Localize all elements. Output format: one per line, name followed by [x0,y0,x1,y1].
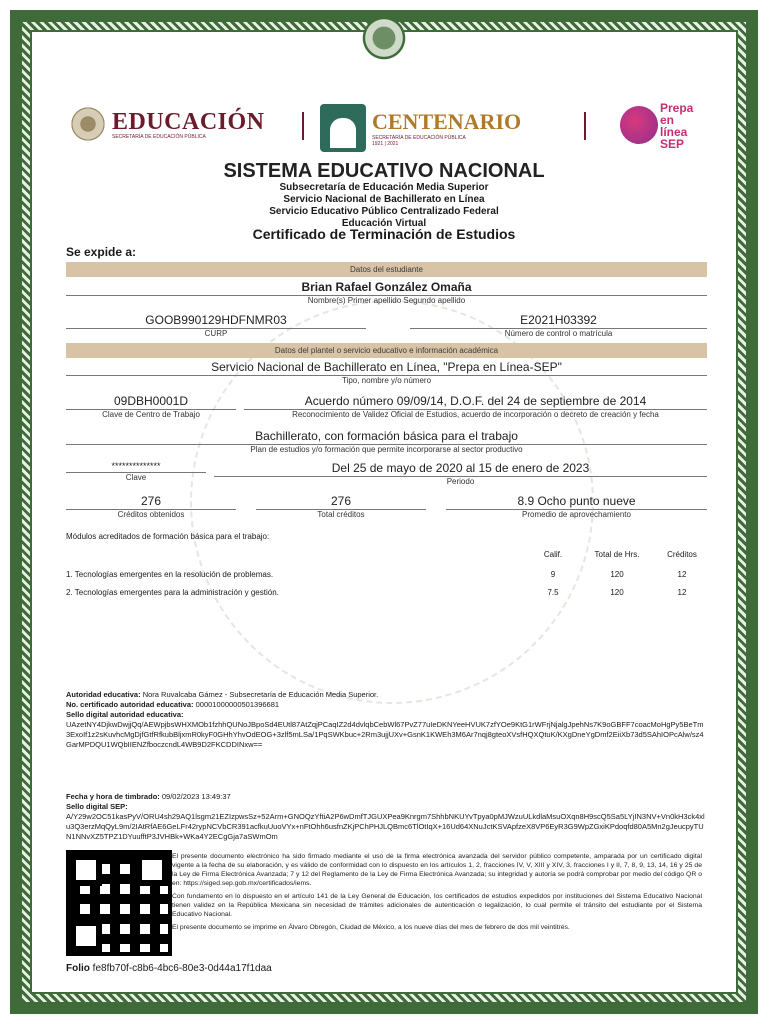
module-credits: 12 [677,570,687,579]
period-value: Del 25 de mayo de 2020 al 15 de enero de 2023 [331,461,590,475]
service-label: Tipo, nombre y/o número [341,376,432,385]
document-title: SISTEMA EDUCATIVO NACIONAL [223,160,545,182]
service-field [66,360,707,386]
module-calif: 9 [550,570,556,579]
subtitles [0,182,768,230]
building-icon [320,104,366,152]
period-label: Periodo [446,477,475,486]
module-name: 1. Tecnologías emergentes en la resolución de problemas. [66,570,274,579]
issued-to-label: Se expide a: [66,245,137,259]
subtitle: Subsecretaría de Educación Media Superior [279,182,489,193]
folio-label: Folio [66,963,90,974]
subtitle: Educación Virtual [341,218,427,229]
student-name-label: Nombre(s) Primer apellido Segundo apellido [307,296,466,305]
folio-value: fe8fb70f-c8b6-4bc6-80e3-0d44a17f1daa [92,963,272,974]
modules-header [66,550,707,562]
student-name: Brian Rafael González Omaña [301,280,472,294]
curp-field [66,313,366,339]
plan-field [66,429,707,455]
module-hours: 120 [610,588,624,597]
average-field [446,494,707,520]
logo-divider [302,112,304,140]
header-calif: Calif. [543,550,563,559]
control-number-value: E2021H03392 [520,313,597,327]
student-section-bar: Datos del estudiante [66,262,707,277]
centenario-logo [320,104,521,152]
prepa-logo-text: Prepa en línea SEP [660,101,694,151]
average-value: 8.9 Ocho punto nueve [517,494,636,508]
qr-code-icon[interactable] [66,850,172,956]
centenario-years: 1921 | 2021 [372,141,399,147]
period-field [214,461,707,487]
module-credits: 12 [677,588,687,597]
national-seal-icon [334,14,434,74]
control-number-label: Número de control o matrícula [504,329,613,338]
authority-label: Autoridad educativa: [66,690,141,699]
module-hours: 120 [610,570,624,579]
centenario-subtitle: SECRETARÍA DE EDUCACIÓN PÚBLICA [372,135,466,141]
subtitle: Servicio Educativo Público Centralizado Federal [269,206,499,217]
stamp-date-label: Fecha y hora de timbrado: [66,792,160,801]
header-logos [70,100,700,165]
credits-obtained-value: 276 [140,494,162,508]
service-value: Servicio Nacional de Bachillerato en Línea, "Prepa en Línea-SEP" [211,360,562,374]
prepa-bubble-icon [620,106,658,144]
cct-label: Clave de Centro de Trabajo [102,410,200,419]
sep-section [66,792,707,842]
sep-logo-subtitle: SECRETARÍA DE EDUCACIÓN PÚBLICA [112,133,206,140]
authority-cert-value: 00001000000501396681 [195,700,280,709]
sep-logo-title: EDUCACIÓN [112,108,265,135]
sep-logo [70,106,265,142]
agreement-field [244,394,707,420]
eagle-emblem-icon [70,106,106,142]
authority-section [66,690,707,750]
modules-title: Módulos acreditados de formación básica para el trabajo: [66,532,270,541]
clave-value: ************** [111,461,161,471]
curp-label: CURP [204,329,228,338]
total-credits-field [256,494,426,520]
plan-label: Plan de estudios y/o formación que permite incorporarse al sector productivo [250,445,523,454]
credits-obtained-field [66,494,236,520]
legal-paragraph: El presente documento electrónico ha sido firmado mediante el uso de la firma electrónica avanzada del servidor público competente, amparada por un certificado digital vigente a la fecha de su elaboración, y es válido de conformidad con lo dispuesto en los artículos 1, 2, fracciones IV, V, XIII y XIV, 3, fracciones I y II, 7, 8, 9, 13, 14, 16 y 25 de la Ley de Firma Electrónica Avanzada; 7 y 12 del Reglamento de la Ley de Firma Electrónica Avanzada; su integridad y autoría se podrá comprobar por medio del código QR o en: https://siged.sep.gob.mx/certificados/iems. [172,853,702,887]
module-calif: 7.5 [547,588,559,597]
subtitle: Servicio Nacional de Bachillerato en Línea [283,194,485,205]
agreement-value: Acuerdo número 09/09/14, D.O.F. del 24 de septiembre de 2014 [304,394,647,408]
prepa-en-linea-logo [614,100,700,158]
legal-text [172,852,702,932]
module-name: 2. Tecnologías emergentes para la administración y gestión. [66,588,279,597]
school-section-bar: Datos del plantel o servicio educativo e información académica [66,343,707,358]
authority-seal-value: UAzetNY4DjkwDwjjQq/AEWpjbsWHXMOb1fzhhQUNoJBpoSd4EUtl87AtZqjPCaqIZ2d4dvlqbCebWl67PvZ77uIeDKNYeeHVUK7zfYOe9KtG1rWFrjNjalgJpehNs7K9oGBFF7coacMoHgPy5BeTm3ExoIf1z2sKuvhcMgDjfGtfRfkubBljxmR0kyF0GHhYhvOdEOG+3zlf5mLSa/1PqSWKbuc+2Rm3ujjUXv+GsnK1KWEh3M6Ar7nqj8gteoXVsfHQXQtuK/KXgDneYgDmf2EiiXb73d5SAhIOPcAlw/sz4GarMPDQU1WQbIIENZfboczcndL4WB9D2FKCDDINxw== [66,720,704,749]
sep-seal-value: A/Y29w2OC51kasPyV/ORU4sh29AQ1lsgm21EZIzpwsSz+52Arm+GNOQzYftiA2P6wDmfTJGUXPea9Knrgm7ShhbNKUYvTpya0pMJWzuULkdlaMsuOXqn8H9scQ5Sa5LYjIN3NV+Vn0kH3ck4xlu3Q3erzMqQyL9m/2IAtRfAE6GeLFr42rypNCVbCR391acfkuUuoVYx+nFtOhh6usfnZKjPChPHJLQBmc6TlOtIqX+16Ud64XNuJctKSVApfzeX8VP6EyR3G9WpZGxiKPdoqfd80A5Mn2gJeucpyTUN1NNvXZ5TPZ1DYuufftP3JVHBk+WKa4Y2ECgGja7aSWmOm [66,812,705,841]
stamp-date-value: 09/02/2023 13:49:37 [161,792,231,801]
module-row [66,588,707,602]
clave-label: Clave [125,473,147,482]
curp-value: GOOB990129HDFNMR03 [145,313,287,327]
average-label: Promedio de aprovechamiento [522,510,631,519]
authority-value: Nora Ruvalcaba Gámez - Subsecretaría de Educación Media Superior. [142,690,379,699]
cct-field [66,394,236,420]
cct-value: 09DBH0001D [113,394,189,408]
authority-cert-label: No. certificado autoridad educativa: [66,700,194,709]
authority-seal-label: Sello digital autoridad educativa: [66,710,184,719]
total-credits-value: 276 [330,494,352,508]
folio [66,963,272,974]
sep-seal-label: Sello digital SEP: [66,802,128,811]
centenario-title: CENTENARIO [372,109,522,134]
agreement-label: Reconocimiento de Validez Oficial de Estudios, acuerdo de incorporación o decreto de creación y fecha [292,410,659,419]
total-credits-label: Total créditos [317,510,365,519]
clave-field [66,461,206,483]
header-credits: Créditos [667,550,697,559]
control-number-field [410,313,707,339]
header-hours: Total de Hrs. [594,550,640,559]
credits-obtained-label: Créditos obtenidos [117,510,185,519]
module-row [66,570,707,584]
legal-paragraph: El presente documento se imprime en Álvaro Obregón, Ciudad de México, a los nueve días del mes de febrero de dos mil veintitrés. [172,924,570,931]
certificate-title: Certificado de Terminación de Estudios [252,226,516,242]
plan-value: Bachillerato, con formación básica para el trabajo [255,429,518,443]
legal-paragraph: Con fundamento en lo dispuesto en el artículo 141 de la Ley General de Educación, los certificados de estudios expedidos por instituciones del Sistema Educativo Nacional tienen validez en la República Mexicana sin necesidad de trámites adicionales de autenticación o legalización, lo cual permite el tránsito del estudiante por el Sistema Educativo Nacional. [172,893,702,918]
student-name-field [66,280,707,306]
logo-divider [584,112,586,140]
